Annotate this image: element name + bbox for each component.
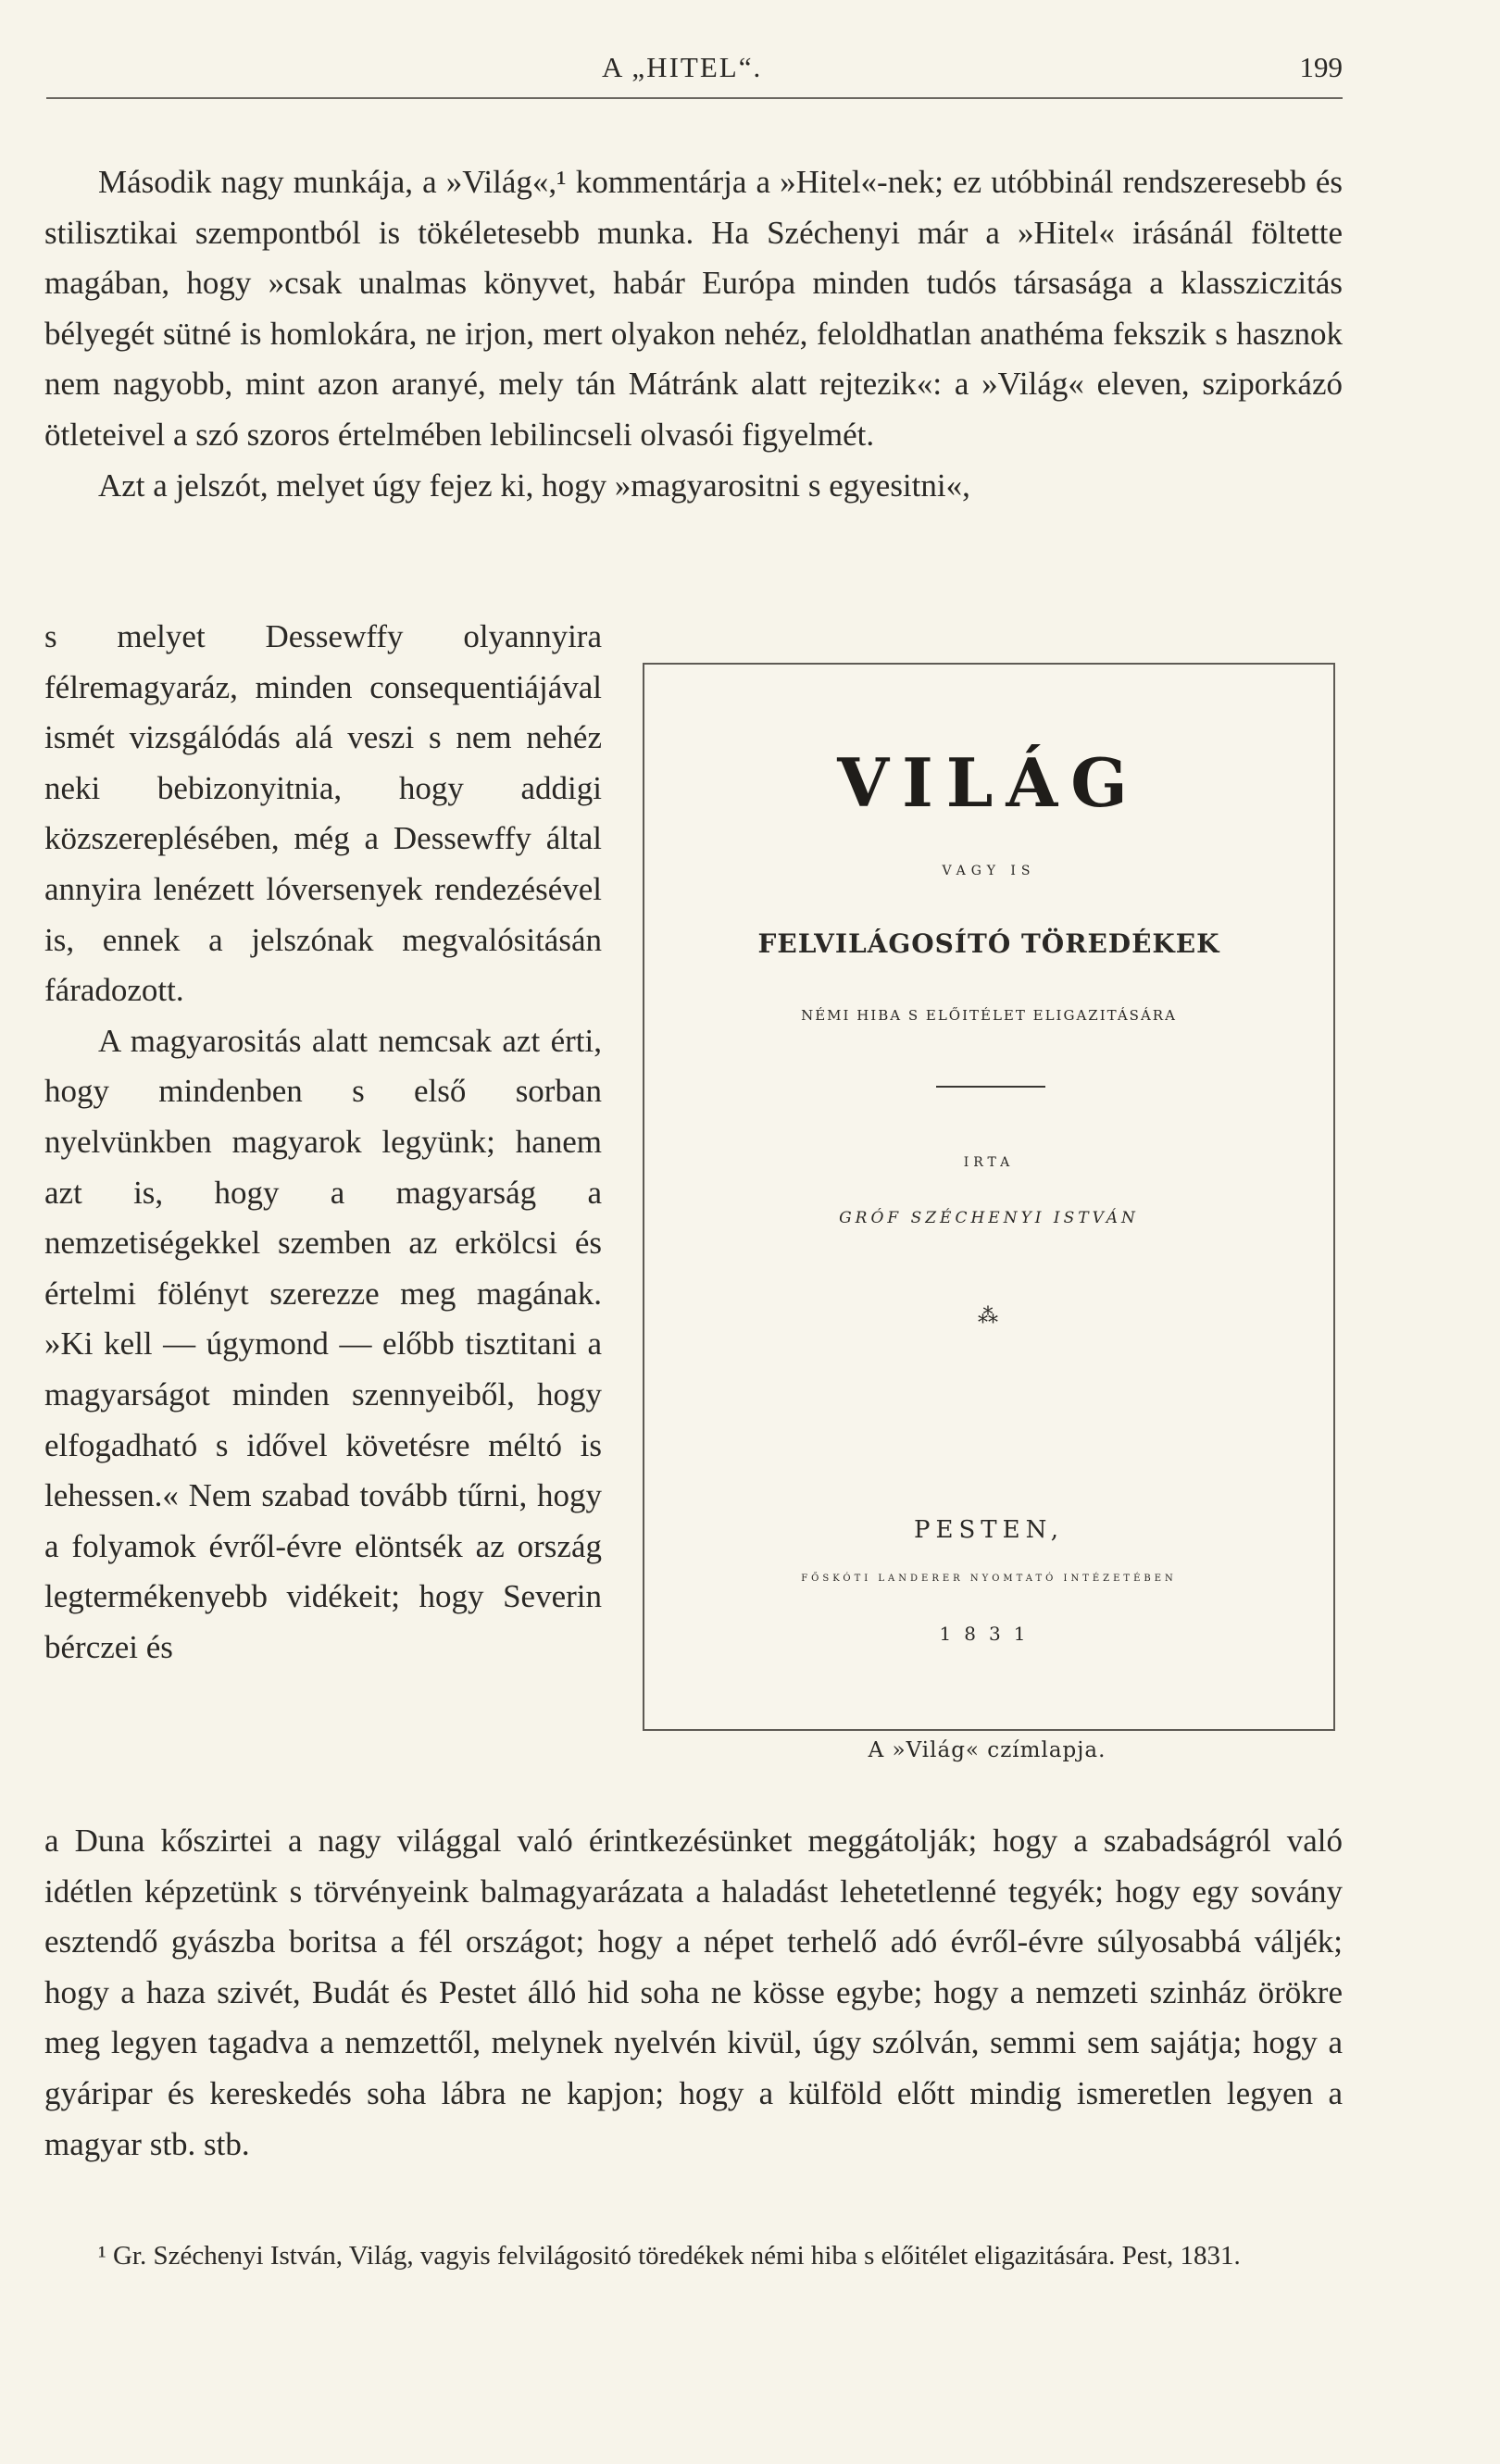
paragraph: s melyet Dessewffy olyannyira félremagyaráz, minden consequentiájával ismét vizsgálódás alá veszi s nem nehéz neki bebizonyitnia, hogy addigi közszereplésében, még a Dessewffy által annyira lenézett lóversenyek rendezésével is, ennek a jelszónak megvalósitásán fáradozott. xyxy=(44,618,602,1009)
footnote-text: ¹ Gr. Széchenyi István, Világ, vagyis felvilágositó töredékek némi hiba s előitélet eligazitására. Pest, 1831. xyxy=(98,2241,1241,2271)
paragraph: Azt a jelszót, melyet úgy fejez ki, hogy »magyarositni s egyesitni«, xyxy=(98,467,970,504)
footnote xyxy=(44,2233,1343,2279)
figure-rule xyxy=(936,1086,1045,1088)
figure-subtitle: FELVILÁGOSÍTÓ TÖREDÉKEK xyxy=(757,928,1220,959)
figure-title: VILÁG xyxy=(837,743,1141,822)
ornament-icon: ⁂ xyxy=(978,1305,1000,1328)
figure-small-line: NÉMI HIBA S ELŐITÉLET ELIGAZITÁSÁRA xyxy=(801,1007,1177,1024)
running-title: A „HITEL“. xyxy=(602,51,763,83)
paragraph: a Duna kőszirtei a nagy világgal való érintkezésünket meggátolják; hogy a szabadságról való idétlen képzetünk s törvényeink balmagyarázata a haladást lehetetlenné tegyék; hogy egy sovány esztendő gyászba boritsa a fél országot; hogy a népet terhelő adó évről-évre súlyosabbá váljék; hogy a haza szivét, Budát és Pestet álló hid soha ne kösse egybe; hogy a nemzeti szinház örökre meg legyen tagadva a nemzettől, melynek nyelvén kivül, úgy szólván, semmi sem sajátja; hogy a gyáripar és kereskedés soha lábra ne kapjon; hogy a külföld előtt mindig ismeretlen legyen a magyar stb. stb. xyxy=(44,1823,1343,2162)
figure-vagyis: VAGY IS xyxy=(942,864,1036,878)
paragraph: Második nagy munkája, a »Világ«,¹ kommentárja a »Hitel«-nek; ez utóbbinál rendszeresebb és stilisztikai szempontból is tökéletesebb munka. Ha Széchenyi már a »Hitel« irásánál föltette magában, hogy »csak unalmas könyvet, habár Európa minden tudós társasága a klassziczitás bélyegét sütné is homlokára, ne irjon, mert olyakon nehéz, feloldhatlan anathéma fekszik s hasznok nem nagyobb, mint azon aranyé, mely tán Mátránk alatt rejtezik«: a »Világ« eleven, sziporkázó ötleteivel a szó szoros értelmében lebilincseli olvasói figyelmét. xyxy=(44,164,1343,453)
figure-irta: IRTA xyxy=(963,1155,1015,1170)
figure-printer: FŐSKÓTI LANDERER NYOMTATÓ INTÉZETÉBEN xyxy=(801,1574,1177,1584)
paragraph: A magyarositás alatt nemcsak azt érti, hogy mindenben s első sorban nyelvünkben magyarok legyünk; hanem azt is, hogy a magyarság a nemzetiségekkel szemben az erkölcsi és értelmi fölényt szerezze meg magának. »Ki kell — úgymond — előbb tisztitani a magyarságot minden szennyeiből, hogy elfogadható s idővel követésre méltó is lehessen.« Nem szabad tovább tűrni, hogy a folyamok évről-évre elöntsék az ország legtermékenyebb vidékeit; hogy Severin bérczei és xyxy=(44,1022,602,1665)
figure-year: 1831 xyxy=(939,1623,1039,1645)
bottom-text-block xyxy=(44,1816,1343,2170)
running-head xyxy=(46,51,1343,99)
page-number: 199 xyxy=(1299,51,1343,83)
figure-author: GRÓF SZÉCHENYI ISTVÁN xyxy=(839,1209,1139,1227)
title-page-figure xyxy=(643,663,1335,1731)
top-text-block xyxy=(44,157,1343,511)
left-column-text xyxy=(44,612,602,1673)
figure-caption: A »Világ« czímlapja. xyxy=(868,1738,1106,1762)
figure-place: PESTEN, xyxy=(914,1516,1064,1544)
